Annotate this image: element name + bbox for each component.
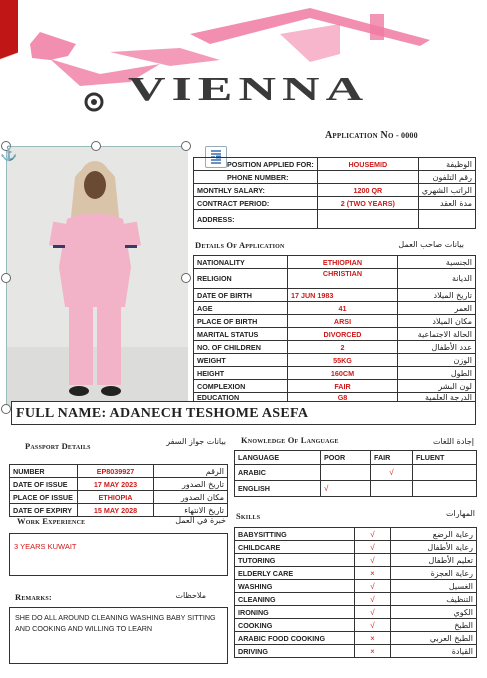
passport-label-ar: تاريخ الصدور bbox=[154, 478, 228, 491]
table-row bbox=[235, 580, 477, 593]
table-row bbox=[194, 302, 476, 315]
skill-mark: √ bbox=[355, 554, 391, 567]
table-row bbox=[235, 528, 477, 541]
detail-value: ARSI bbox=[288, 315, 398, 328]
table-row bbox=[235, 606, 477, 619]
detail-value: 160CM bbox=[288, 367, 398, 380]
table-row bbox=[10, 465, 228, 478]
work-title-ar: خبرة في العمل bbox=[175, 516, 226, 525]
remarks-text: SHE DO ALL AROUND CLEANING WASHING BABY SITTING AND COOKING AND WILLING TO LEARN bbox=[15, 613, 216, 633]
remarks-title: Remarks: bbox=[15, 592, 52, 602]
skill-name: WASHING bbox=[235, 580, 355, 593]
skill-name: BABYSITTING bbox=[235, 528, 355, 541]
table-row bbox=[235, 619, 477, 632]
language-poor: √ bbox=[321, 481, 371, 497]
language-header: LANGUAGE bbox=[235, 451, 321, 465]
skill-mark: √ bbox=[355, 541, 391, 554]
job-label: ADDRESS: bbox=[194, 210, 318, 229]
passport-value: 15 MAY 2028 bbox=[78, 504, 154, 517]
skill-ar: الطبخ bbox=[391, 619, 477, 632]
table-row bbox=[194, 256, 476, 269]
detail-value: CHRISTIAN bbox=[288, 269, 398, 289]
remarks-box bbox=[9, 607, 228, 664]
passport-value: ETHIOPIA bbox=[78, 491, 154, 504]
job-value: HOUSEMID bbox=[317, 158, 418, 171]
skill-mark: √ bbox=[355, 619, 391, 632]
table-row bbox=[235, 481, 477, 497]
skill-ar: رعاية العجزة bbox=[391, 567, 477, 580]
detail-label-ar: الطول bbox=[398, 367, 476, 380]
resize-handle[interactable] bbox=[91, 141, 101, 151]
table-row bbox=[235, 451, 477, 465]
resize-handle[interactable] bbox=[1, 404, 11, 414]
job-label-ar: مدة العقد bbox=[418, 197, 475, 210]
skill-name: TUTORING bbox=[235, 554, 355, 567]
table-row bbox=[194, 328, 476, 341]
skill-ar: القيادة bbox=[391, 645, 477, 658]
passport-label: DATE OF ISSUE bbox=[10, 478, 78, 491]
details-title: Details Of Application bbox=[195, 240, 285, 250]
job-label-ar: الوظيفة bbox=[418, 158, 475, 171]
detail-label: PLACE OF BIRTH bbox=[194, 315, 288, 328]
job-label-ar: الراتب الشهري bbox=[418, 184, 475, 197]
table-row bbox=[10, 491, 228, 504]
language-name: ENGLISH bbox=[235, 481, 321, 497]
job-value bbox=[317, 171, 418, 184]
language-fluent bbox=[413, 481, 477, 497]
detail-label-ar: الديانة bbox=[398, 269, 476, 289]
language-fluent bbox=[413, 465, 477, 481]
detail-label-ar: الحالة الاجتماعية bbox=[398, 328, 476, 341]
skill-mark: √ bbox=[355, 606, 391, 619]
job-value: 2 (TWO YEARS) bbox=[317, 197, 418, 210]
work-text: 3 YEARS KUWAIT bbox=[14, 542, 77, 551]
skill-name: COOKING bbox=[235, 619, 355, 632]
skill-mark: √ bbox=[355, 528, 391, 541]
detail-label: DATE OF BIRTH bbox=[194, 289, 288, 302]
resize-handle[interactable] bbox=[181, 141, 191, 151]
passport-value: EP8039927 bbox=[78, 465, 154, 478]
job-label-ar: رقم التلفون bbox=[418, 171, 475, 184]
detail-label-ar: تاريخ الميلاد bbox=[398, 289, 476, 302]
application-label: Application No bbox=[325, 130, 394, 141]
details-table bbox=[193, 255, 476, 403]
passport-label: NUMBER bbox=[10, 465, 78, 478]
passport-table bbox=[9, 464, 228, 517]
table-row bbox=[194, 341, 476, 354]
detail-value: DIVORCED bbox=[288, 328, 398, 341]
passport-label-ar: تاريخ الانتهاء bbox=[154, 504, 228, 517]
table-row bbox=[10, 504, 228, 517]
skill-name: ARABIC FOOD COOKING bbox=[235, 632, 355, 645]
skill-name: ELDERLY CARE bbox=[235, 567, 355, 580]
table-row bbox=[235, 465, 477, 481]
skill-ar: تعليم الأطفال bbox=[391, 554, 477, 567]
passport-title-ar: بيانات جواز السفر bbox=[166, 437, 226, 446]
detail-label: AGE bbox=[194, 302, 288, 315]
detail-label: MARITAL STATUS bbox=[194, 328, 288, 341]
job-table bbox=[193, 157, 476, 229]
skill-name: CHILDCARE bbox=[235, 541, 355, 554]
job-label: POSITION APPLIED FOR: bbox=[227, 159, 314, 169]
resize-handle[interactable] bbox=[1, 273, 11, 283]
table-row bbox=[194, 269, 476, 289]
job-label-ar bbox=[418, 210, 475, 229]
detail-label-ar: عدد الأطفال bbox=[398, 341, 476, 354]
language-name: ARABIC bbox=[235, 465, 321, 481]
skill-ar: رعاية الرضع bbox=[391, 528, 477, 541]
detail-label-ar: الدرجة العلمية bbox=[398, 393, 476, 403]
job-label: PHONE NUMBER: bbox=[227, 172, 289, 182]
table-row bbox=[194, 184, 476, 197]
table-row bbox=[194, 197, 476, 210]
detail-value: 41 bbox=[288, 302, 398, 315]
detail-label: COMPLEXION bbox=[194, 380, 288, 393]
full-name-banner bbox=[11, 401, 476, 425]
application-number bbox=[325, 130, 418, 141]
table-row bbox=[235, 645, 477, 658]
skill-name: IRONING bbox=[235, 606, 355, 619]
skill-ar: الطبخ العربي bbox=[391, 632, 477, 645]
job-label: CONTRACT PERIOD: bbox=[194, 197, 318, 210]
detail-label-ar: الجنسية bbox=[398, 256, 476, 269]
table-row bbox=[194, 158, 476, 171]
table-row bbox=[194, 171, 476, 184]
language-title-ar: إجادة اللغات bbox=[432, 437, 474, 446]
detail-label-ar: الوزن bbox=[398, 354, 476, 367]
language-fair: √ bbox=[371, 465, 413, 481]
skill-name: DRIVING bbox=[235, 645, 355, 658]
skill-mark: × bbox=[355, 645, 391, 658]
passport-title: Passport Details bbox=[25, 441, 91, 451]
language-title: Knowledge Of Language bbox=[241, 435, 339, 445]
passport-label-ar: الرقم bbox=[154, 465, 228, 478]
detail-value: 17 JUN 1983 bbox=[288, 289, 398, 302]
job-value: 1200 QR bbox=[317, 184, 418, 197]
detail-label-ar: مكان الميلاد bbox=[398, 315, 476, 328]
skills-title: Skills bbox=[236, 511, 261, 521]
skills-table bbox=[234, 527, 477, 658]
detail-value: G8 bbox=[288, 393, 398, 403]
full-name: FULL NAME: ADANECH TESHOME ASEFA bbox=[16, 406, 309, 421]
work-title: Work Experience bbox=[17, 516, 86, 526]
detail-value: ETHIOPIAN bbox=[288, 256, 398, 269]
skill-name: CLEANING bbox=[235, 593, 355, 606]
resize-handle[interactable] bbox=[181, 273, 191, 283]
table-row bbox=[10, 478, 228, 491]
table-row bbox=[194, 289, 476, 302]
skill-mark: √ bbox=[355, 580, 391, 593]
job-value bbox=[317, 210, 418, 229]
logo-text: VIENNA bbox=[128, 70, 370, 108]
detail-label-ar: لون البشر bbox=[398, 380, 476, 393]
table-row bbox=[194, 380, 476, 393]
passport-label-ar: مكان الصدور bbox=[154, 491, 228, 504]
detail-label: HEIGHT bbox=[194, 367, 288, 380]
detail-label: NO. OF CHILDREN bbox=[194, 341, 288, 354]
detail-value: 55KG bbox=[288, 354, 398, 367]
skills-title-ar: المهارات bbox=[445, 509, 475, 518]
table-row bbox=[194, 367, 476, 380]
photo-frame bbox=[6, 146, 187, 409]
skill-mark: × bbox=[355, 632, 391, 645]
table-row bbox=[194, 210, 476, 229]
anchor-icon[interactable]: ⚓ bbox=[0, 145, 18, 161]
detail-label-ar: العمر bbox=[398, 302, 476, 315]
language-header: FAIR bbox=[371, 451, 413, 465]
passport-value: 17 MAY 2023 bbox=[78, 478, 154, 491]
table-row bbox=[194, 315, 476, 328]
skill-mark: × bbox=[355, 567, 391, 580]
language-header: POOR bbox=[321, 451, 371, 465]
details-title-ar: بيانات صاحب العمل bbox=[398, 240, 464, 249]
table-row bbox=[235, 632, 477, 645]
passport-label: DATE OF EXPIRY bbox=[10, 504, 78, 517]
application-value: - 0000 bbox=[395, 131, 418, 140]
skill-ar: الكوي bbox=[391, 606, 477, 619]
table-row bbox=[235, 541, 477, 554]
detail-label: WEIGHT bbox=[194, 354, 288, 367]
table-row bbox=[235, 593, 477, 606]
skill-ar: رعاية الأطفال bbox=[391, 541, 477, 554]
detail-value: FAIR bbox=[288, 380, 398, 393]
skill-ar: التنظيف bbox=[391, 593, 477, 606]
language-fair bbox=[371, 481, 413, 497]
language-poor bbox=[321, 465, 371, 481]
table-row bbox=[235, 567, 477, 580]
detail-label: EDUCATION bbox=[194, 393, 288, 403]
skill-mark: √ bbox=[355, 593, 391, 606]
table-row bbox=[194, 354, 476, 367]
job-label: MONTHLY SALARY: bbox=[194, 184, 318, 197]
language-header: FLUENT bbox=[413, 451, 477, 465]
language-table bbox=[234, 450, 477, 497]
detail-label: NATIONALITY bbox=[194, 256, 288, 269]
table-row bbox=[235, 554, 477, 567]
remarks-title-ar: ملاحظات bbox=[175, 591, 206, 600]
skill-ar: الغسيل bbox=[391, 580, 477, 593]
detail-label: RELIGION bbox=[194, 269, 288, 289]
logo bbox=[10, 4, 470, 120]
candidate-photo bbox=[7, 147, 188, 410]
detail-value: 2 bbox=[288, 341, 398, 354]
passport-label: PLACE OF ISSUE bbox=[10, 491, 78, 504]
work-box bbox=[9, 533, 228, 576]
